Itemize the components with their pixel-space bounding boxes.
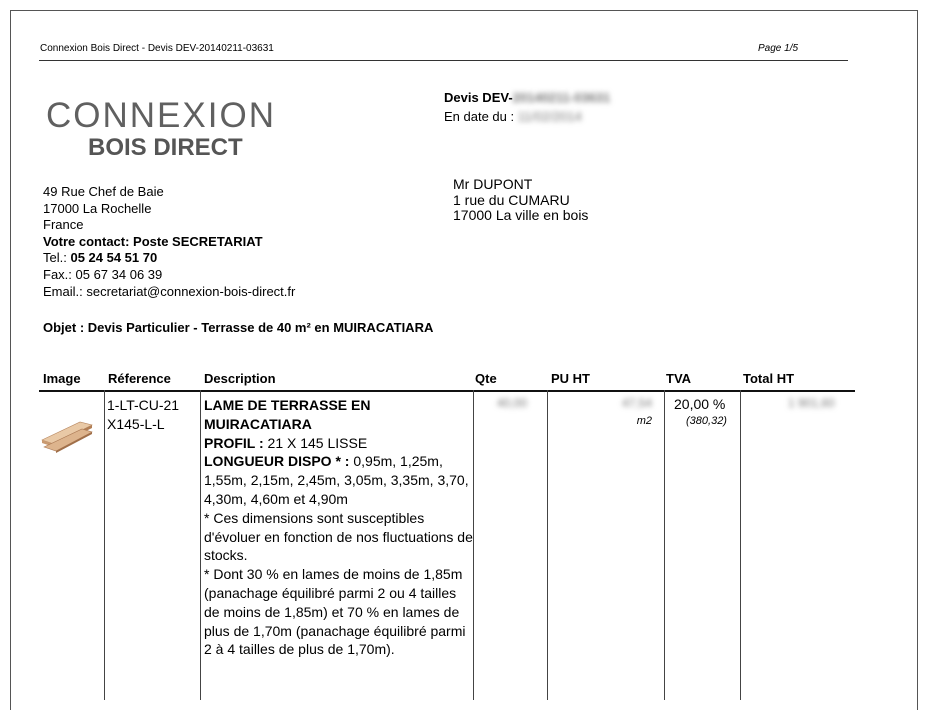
col-header-description: Description (204, 371, 276, 386)
product-note: * Dont 30 % en lames de moins de 1,85m (panachage équilibré parmi 2 ou 4 tailles de moins de 1,85m) et 70 % en lames de plus de 1,70m (panachage équilibré parmi 2 à 4 tailles de plus de 1,70m). (204, 566, 466, 658)
company-street: 49 Rue Chef de Baie (43, 184, 164, 199)
row-description (204, 396, 474, 659)
profile-label: PROFIL : (204, 434, 264, 451)
table-header-rule (39, 390, 855, 392)
logo-bois-direct: BOIS DIRECT (88, 134, 243, 161)
company-contact: Votre contact: Poste SECRETARIAT (43, 233, 263, 249)
product-title: LAME DE TERRASSE EN MUIRACATIARA (204, 397, 371, 432)
client-street: 1 rue du CUMARU (453, 191, 570, 208)
company-email: Email.: secretariat@connexion-bois-direct.fr (43, 283, 296, 299)
col-header-image: Image (43, 371, 81, 386)
quote-date (444, 109, 582, 124)
col-divider (547, 390, 548, 700)
reference-line: X145-L-L (107, 415, 165, 432)
col-header-total: Total HT (743, 371, 795, 386)
col-divider (740, 390, 741, 700)
page-number: Page 1/5 (758, 43, 799, 54)
row-tva-amount: (380,32) (686, 415, 727, 427)
company-address (43, 184, 295, 300)
company-tel-label: Tel.: (43, 250, 71, 266)
row-tva-rate: 20,00 % (674, 396, 726, 412)
product-lengths (204, 452, 474, 508)
client-name: Mr DUPONT (453, 176, 533, 192)
col-header-qty: Qte (475, 371, 497, 386)
profile-value: 21 X 145 LISSE (263, 434, 368, 451)
quote-number-value: 20140211-03631 (512, 90, 611, 105)
row-quantity: 40,00 (497, 396, 528, 410)
running-header: Connexion Bois Direct - Devis DEV-20140211-03631 (40, 43, 274, 54)
row-unit: m2 (636, 415, 652, 427)
client-city: 17000 La ville en bois (453, 207, 589, 223)
company-tel (43, 250, 295, 267)
quote-number-label: Devis DEV- (444, 90, 513, 105)
col-divider (104, 390, 105, 700)
lengths-value: 0,95m, 1,25m, 1,55m, 2,15m, 2,45m, 3,05m, 3,35m, 3,70, 4,30m, 4,60m et 4,90m (204, 453, 469, 507)
quote-date-value: 11/02/2014 (517, 109, 582, 124)
company-tel-value: 05 24 54 51 70 (70, 250, 158, 266)
product-profile (204, 434, 474, 453)
reference-line: 1-LT-CU-21 (107, 397, 180, 413)
col-header-unit-price: PU HT (551, 371, 590, 386)
row-unit-price: 47,54 (621, 396, 652, 410)
col-header-reference: Réference (108, 371, 171, 386)
company-fax: Fax.: 05 67 34 06 39 (43, 266, 163, 282)
client-address (453, 177, 588, 224)
quote-subject: Objet : Devis Particulier - Terrasse de 40 m² en MUIRACATIARA (43, 320, 434, 335)
lengths-label: LONGUEUR DISPO * : (204, 453, 350, 470)
wood-plank-image (40, 414, 94, 454)
col-divider (200, 390, 201, 700)
quote-date-label: En date du : (444, 109, 515, 124)
header-rule (39, 60, 848, 61)
col-divider (664, 390, 665, 700)
product-note: * Ces dimensions sont susceptibles d'évoluer en fonction de nos fluctuations de stocks. (204, 509, 473, 564)
col-header-tva: TVA (666, 371, 692, 386)
row-total: 1 901,60 (788, 396, 835, 410)
row-reference (107, 396, 179, 433)
company-city: 17000 La Rochelle (43, 200, 152, 216)
logo-connexion: CONNEXION (46, 96, 276, 135)
quote-number (444, 90, 610, 105)
company-country: France (43, 217, 84, 233)
